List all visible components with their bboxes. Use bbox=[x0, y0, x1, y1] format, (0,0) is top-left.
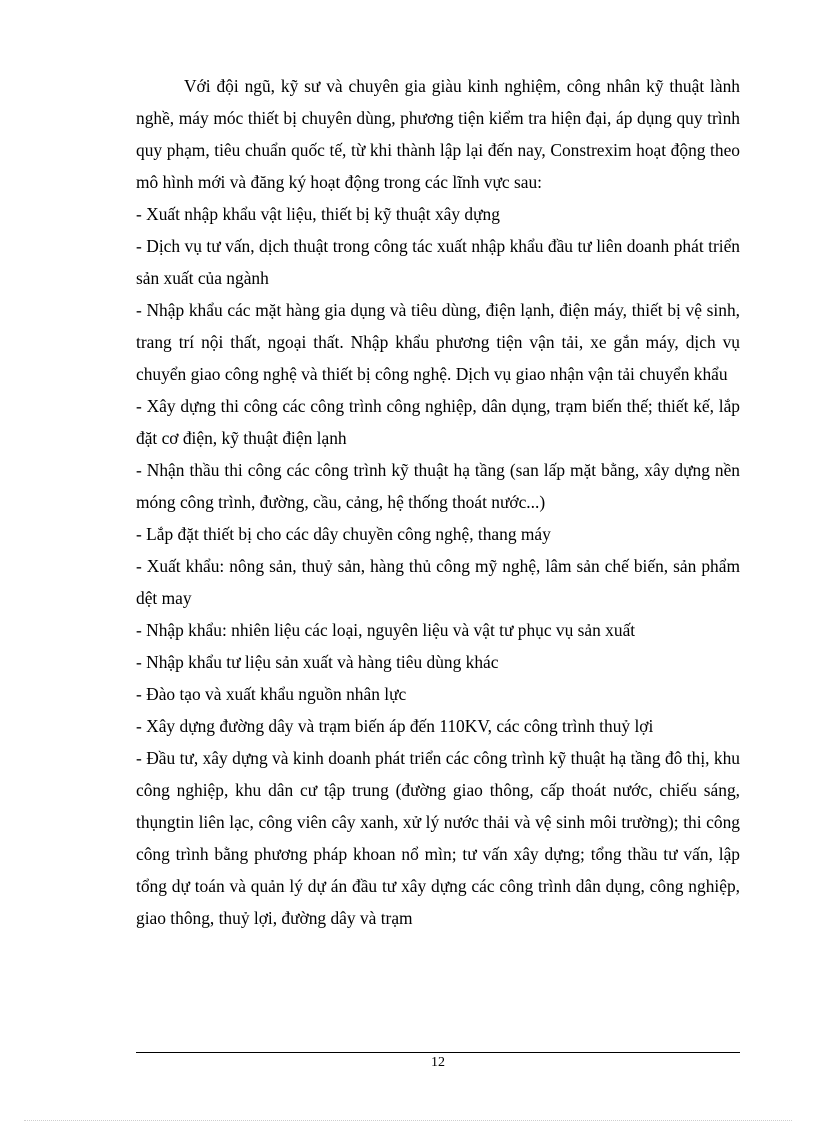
page-bottom-edge bbox=[24, 1120, 792, 1121]
list-item: - Dịch vụ tư vấn, dịch thuật trong công tác xuất nhập khẩu đầu tư liên doanh phát triển sản xuất của ngành bbox=[136, 236, 740, 288]
list-item: - Nhập khẩu các mặt hàng gia dụng và tiêu dùng, điện lạnh, điện máy, thiết bị vệ sinh, trang trí nội thất, ngoại thất. Nhập khẩu phương tiện vận tải, xe gắn máy, dịch vụ chuyển giao công nghệ và thiết bị công nghệ. Dịch vụ giao nhận vận tải chuyển khẩu bbox=[136, 300, 740, 384]
intro-paragraph: Với đội ngũ, kỹ sư và chuyên gia giàu kinh nghiệm, công nhân kỹ thuật lành nghề, máy móc thiết bị chuyên dùng, phương tiện kiểm tra hiện đại, áp dụng quy trình quy phạm, tiêu chuẩn quốc tế, từ khi thành lập lại đến nay, Constrexim hoạt động theo mô hình mới và đăng ký hoạt động trong các lĩnh vực sau: bbox=[136, 76, 740, 192]
list-item: - Xuất nhập khẩu vật liệu, thiết bị kỹ thuật xây dựng bbox=[136, 204, 500, 224]
list-item: - Lắp đặt thiết bị cho các dây chuyền công nghệ, thang máy bbox=[136, 524, 551, 544]
list-item: - Đào tạo và xuất khẩu nguồn nhân lực bbox=[136, 684, 407, 704]
page-number: 12 bbox=[431, 1055, 445, 1070]
list-item: - Xây dựng thi công các công trình công nghiệp, dân dụng, trạm biến thế; thiết kế, lắp đặt cơ điện, kỹ thuật điện lạnh bbox=[136, 396, 740, 448]
list-item: - Xây dựng đường dây và trạm biến áp đến 110KV, các công trình thuỷ lợi bbox=[136, 716, 654, 736]
list-item: - Xuất khẩu: nông sản, thuỷ sản, hàng thủ công mỹ nghệ, lâm sản chế biến, sản phẩm dệt may bbox=[136, 556, 740, 608]
footer-divider bbox=[136, 1052, 740, 1053]
body-text bbox=[136, 70, 740, 934]
list-item: - Nhận thầu thi công các công trình kỹ thuật hạ tầng (san lấp mặt bằng, xây dựng nền móng công trình, đường, cầu, cảng, hệ thống thoát nước...) bbox=[136, 460, 740, 512]
list-item: - Đầu tư, xây dựng và kinh doanh phát triển các công trình kỹ thuật hạ tầng đô thị, khu công nghiệp, khu dân cư tập trung (đường giao thông, cấp thoát nước, chiếu sáng, thụngtin liên lạc, công viên cây xanh, xử lý nước thải và vệ sinh môi trường); thi công công trình bằng phương pháp khoan nổ mìn; tư vấn xây dựng; tổng thầu tư vấn, lập tổng dự toán và quản lý dự án đầu tư xây dựng các công trình dân dụng, công nghiệp, giao thông, thuỷ lợi, đường dây và trạm bbox=[136, 748, 740, 928]
list-item: - Nhập khẩu: nhiên liệu các loại, nguyên liệu và vật tư phục vụ sản xuất bbox=[136, 620, 636, 640]
list-item: - Nhập khẩu tư liệu sản xuất và hàng tiêu dùng khác bbox=[136, 652, 499, 672]
